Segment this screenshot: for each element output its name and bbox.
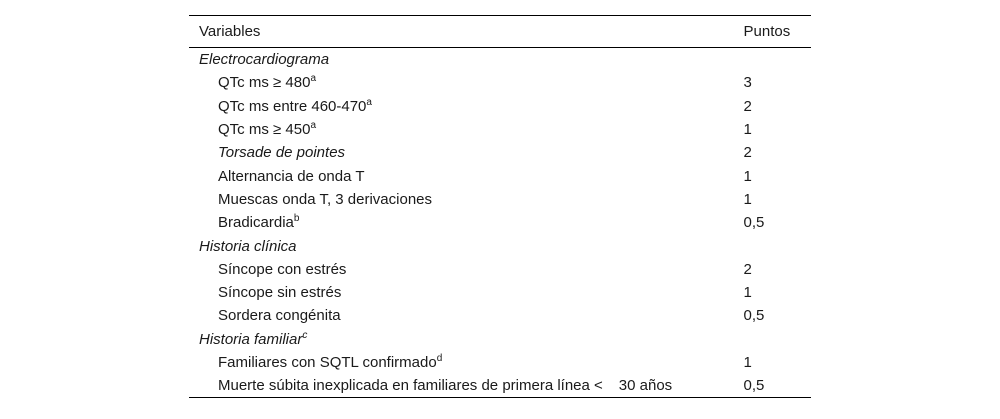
table-row [189, 118, 811, 141]
footnote-marker: a [310, 120, 316, 132]
row-points: 0,5 [744, 374, 811, 398]
row-points: 1 [743, 121, 752, 139]
row-points: 3 [743, 74, 752, 92]
table-header-row [189, 16, 811, 48]
row-points: 1 [743, 190, 752, 208]
row-points: 1 [743, 284, 752, 302]
table-row [189, 374, 811, 398]
table-row [189, 164, 811, 187]
row-points: 0,5 [743, 214, 765, 232]
row-label: Síncope sin estrés [218, 284, 342, 302]
section-title: Electrocardiograma [199, 51, 330, 69]
table-row [189, 211, 811, 234]
score-table-container [189, 15, 811, 398]
table-row [189, 351, 811, 374]
row-points: 2 [743, 97, 752, 115]
row-label: Torsade de pointes [218, 144, 346, 162]
footnote-marker: b [293, 213, 300, 225]
row-label: Sordera congénita [218, 307, 341, 325]
row-label: Familiares con SQTL confirmado [218, 354, 437, 371]
footnote-marker: d [436, 353, 443, 364]
row-points: 2 [743, 144, 752, 162]
row-label: Síncope con estrés [218, 260, 347, 278]
row-label: Muescas onda T, 3 derivaciones [218, 190, 433, 208]
section-title: Historia clínica [199, 237, 297, 255]
row-label: QTc ms ≥ 450 [218, 121, 311, 139]
section-row-electrocardiograma [189, 48, 811, 72]
row-label: QTc ms entre 460-470 [218, 97, 367, 115]
row-label: Bradicardia [218, 214, 294, 232]
header-variables: Variables [189, 16, 744, 48]
score-table [189, 15, 811, 398]
section-title: Historia familiar$^c$ [199, 329, 308, 348]
row-points: 1 [743, 167, 752, 185]
section-row-historia-clinica [189, 234, 811, 257]
footnote-marker: a [366, 96, 372, 108]
table-row [189, 141, 811, 164]
table-row [189, 304, 811, 327]
table-row [189, 95, 811, 118]
row-label: Muerte súbita inexplicada en familiares de primera línea < [218, 377, 603, 395]
row-label: QTc ms ≥ 480 [218, 74, 311, 92]
row-label: Alternancia de onda T [218, 167, 365, 185]
table-row [189, 188, 811, 211]
row-label-suffix: 30 años [618, 377, 673, 395]
footnote-marker: c [302, 329, 308, 341]
header-puntos: Puntos [744, 16, 811, 48]
footnote-marker: a [310, 73, 316, 85]
row-points: 2 [743, 260, 752, 278]
section-row-historia-familiar [189, 328, 811, 351]
row-points: 0,5 [743, 307, 765, 325]
table-row [189, 71, 811, 94]
table-row [189, 258, 811, 281]
row-points: 1 [743, 354, 752, 371]
table-row [189, 281, 811, 304]
